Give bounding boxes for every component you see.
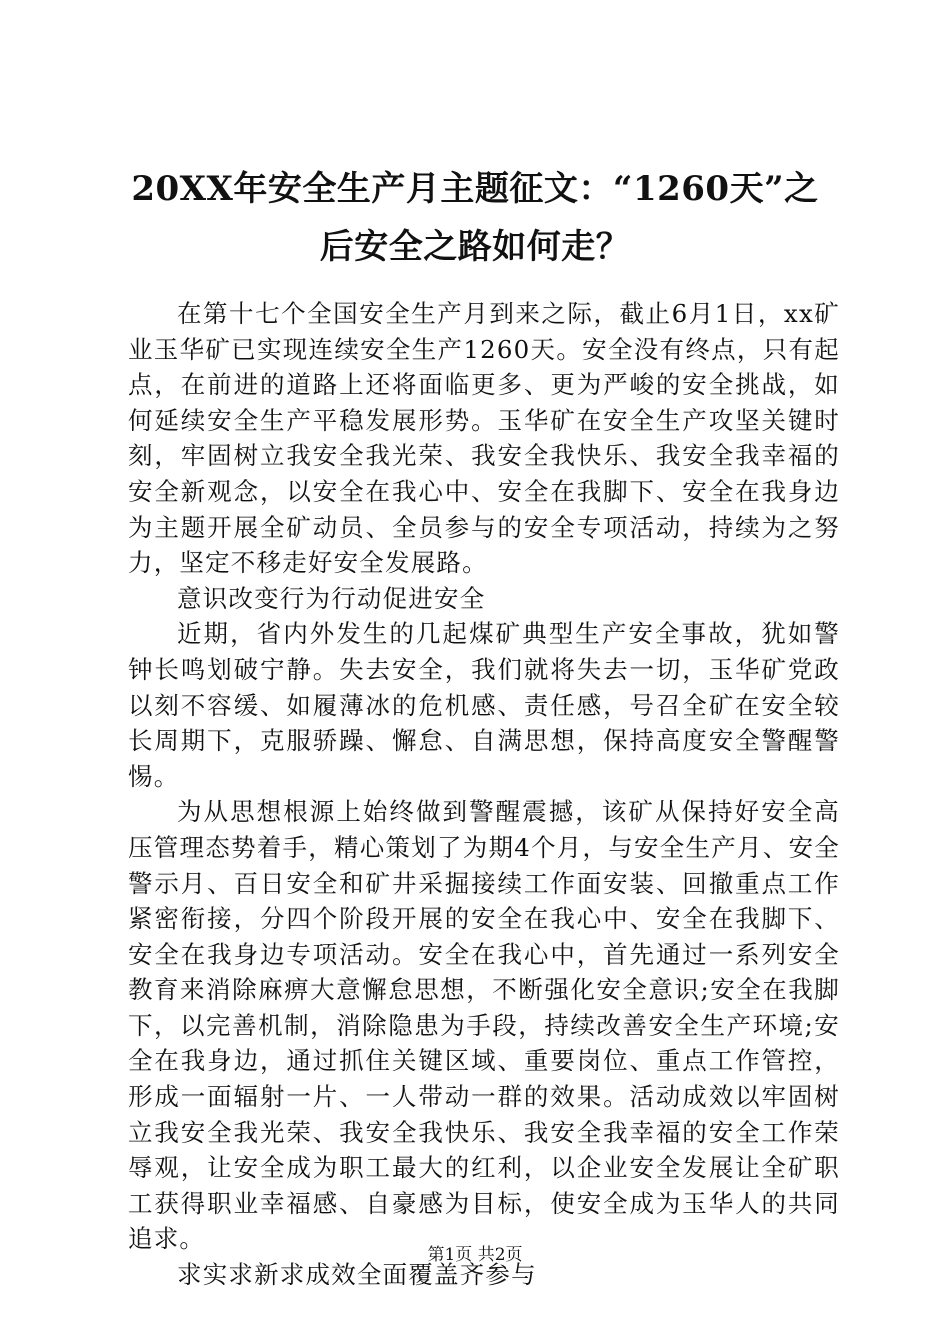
paragraph-recent-accidents: 近期，省内外发生的几起煤矿典型生产安全事故，犹如警钟长鸣划破宁静。失去安全，我们就将失去一切，玉华矿党政以刻不容缓、如履薄冰的危机感、责任感，号召全矿在安全较长周期下，克服骄躁、懈怠、自满思想，保持高度安全警醒警惕。 [128, 619, 840, 791]
document-body [128, 296, 840, 1293]
section-heading-awareness: 意识改变行为行动促进安全 [177, 583, 486, 613]
paragraph-campaign: 为从思想根源上始终做到警醒震撼，该矿从保持好安全高压管理态势着手，精心策划了为期4个月，与安全生产月、安全警示月、百日安全和矿井采掘接续工作面安装、回撤重点工作紧密衔接，分四个阶段开展的安全在我心中、安全在我脚下、安全在我身边专项活动。安全在我心中，首先通过一系列安全教育来消除麻痹大意懈怠思想，不断强化安全意识;安全在我脚下，以完善机制，消除隐患为手段，持续改善安全生产环境;安全在我身边，通过抓住关键区域、重要岗位、重点工作管控，形成一面辐射一片、一人带动一群的效果。活动成效以牢固树立我安全我光荣、我安全我快乐、我安全我幸福的安全工作荣辱观，让安全成为职工最大的红利，以企业安全发展让全矿职工获得职业幸福感、自豪感为目标，使安全成为玉华人的共同追求。 [128, 797, 840, 1254]
section-heading-participation: 求实求新求成效全面覆盖齐参与 [177, 1260, 537, 1290]
paragraph-intro: 在第十七个全国安全生产月到来之际，截止6月1日，xx矿业玉华矿已实现连续安全生产1260天。安全没有终点，只有起点，在前进的道路上还将面临更多、更为严峻的安全挑战，如何延续安全生产平稳发展形势。玉华矿在安全生产攻坚关键时刻，牢固树立我安全我光荣、我安全我快乐、我安全我幸福的安全新观念，以安全在我心中、安全在我脚下、安全在我身边为主题开展全矿动员、全员参与的安全专项活动，持续为之努力，坚定不移走好安全发展路。 [128, 299, 840, 578]
document-title: 20XX年安全生产月主题征文：“1260天”之后安全之路如何走？ [131, 169, 819, 267]
page-number-footer: 第1页 共2页 [427, 1245, 523, 1265]
